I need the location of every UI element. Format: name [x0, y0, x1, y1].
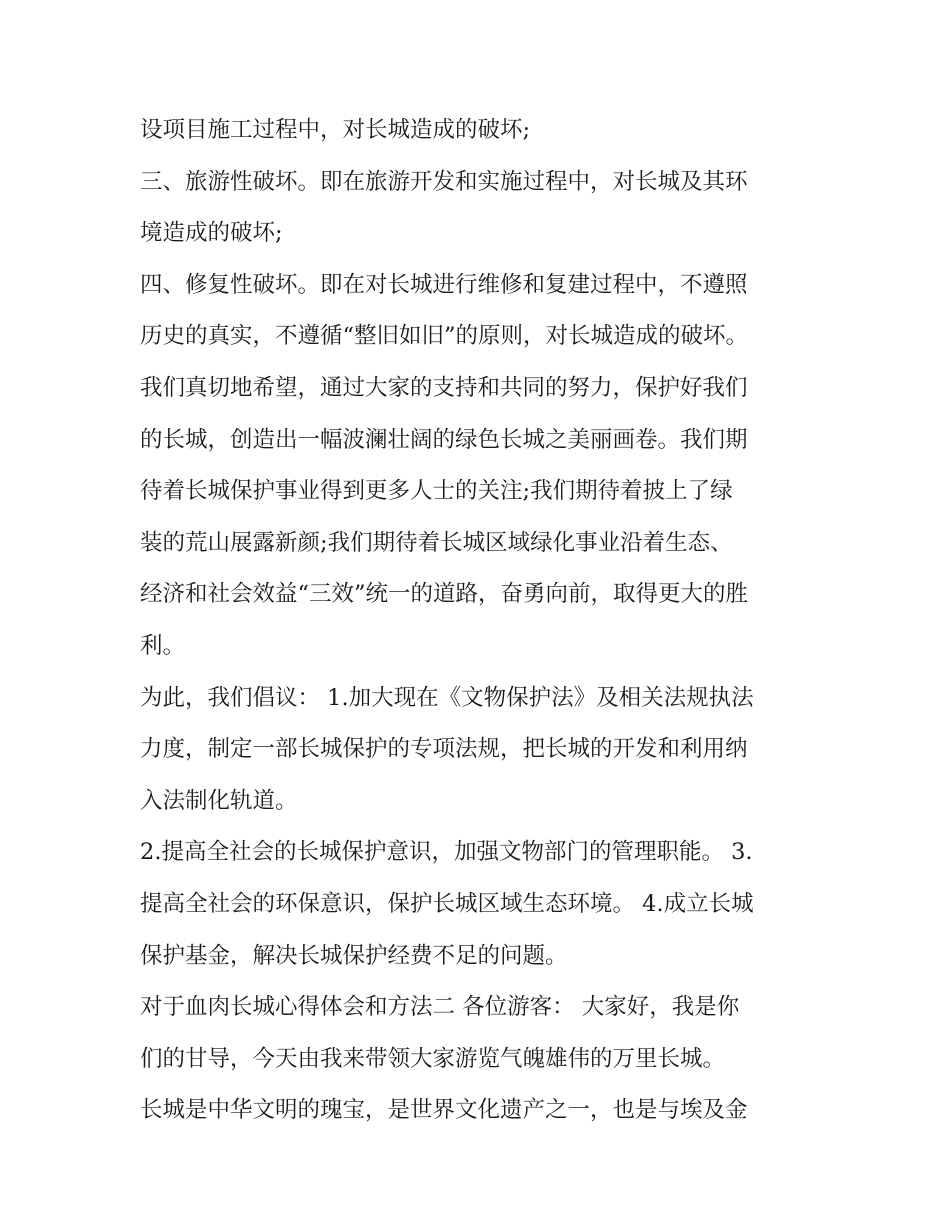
text-line: 三、旅游性破坏。即在旅游开发和实施过程中，对长城及其环: [140, 168, 748, 195]
text-line: 对于血肉长城心得体会和方法二 各位游客： 大家好，我是你: [140, 994, 740, 1021]
text-line: 保护基金，解决长城保护经费不足的问题。: [140, 942, 568, 969]
text-line: 设项目施工过程中，对长城造成的破坏;: [140, 117, 531, 143]
text-line: 装的荒山展露新颜;我们期待着长城区域绿化事业沿着生态、: [140, 529, 733, 556]
text-line: 长城是中华文明的瑰宝，是世界文化遗产之一，也是与埃及金: [140, 1097, 748, 1124]
text-line: 我们真切地希望，通过大家的支持和共同的努力，保护好我们: [140, 374, 748, 401]
text-line: 待着长城保护事业得到更多人士的关注;我们期待着披上了绿: [140, 478, 733, 505]
document-body: [140, 105, 820, 1137]
text-line: 利。: [140, 632, 186, 659]
text-line: 提高全社会的环保意识，保护长城区域生态环境。 4.成立长城: [140, 890, 754, 917]
text-line: 的长城，创造出一幅波澜壮阔的绿色长城之美丽画卷。我们期: [140, 426, 748, 453]
text-line: 境造成的破坏;: [140, 220, 283, 247]
text-line: 为此，我们倡议： 1.加大现在《文物保护法》及相关法规执法: [140, 684, 754, 711]
text-line: 历史的真实，不遵循“整旧如旧”的原则，对长城造成的破坏。: [140, 323, 749, 350]
text-line: 四、修复性破坏。即在对长城进行维修和复建过程中，不遵照: [140, 271, 748, 298]
text-line: 们的甘导，今天由我来带领大家游览气魄雄伟的万里长城。: [140, 1045, 726, 1072]
text-line: 经济和社会效益“三效”统一的道路，奋勇向前，取得更大的胜: [140, 581, 749, 608]
text-line: 2.提高全社会的长城保护意识，加强文物部门的管理职能。 3.: [140, 839, 753, 866]
text-line: 入法制化轨道。: [140, 787, 298, 814]
text-line: 力度，制定一部长城保护的专项法规，把长城的开发和利用纳: [140, 736, 748, 763]
